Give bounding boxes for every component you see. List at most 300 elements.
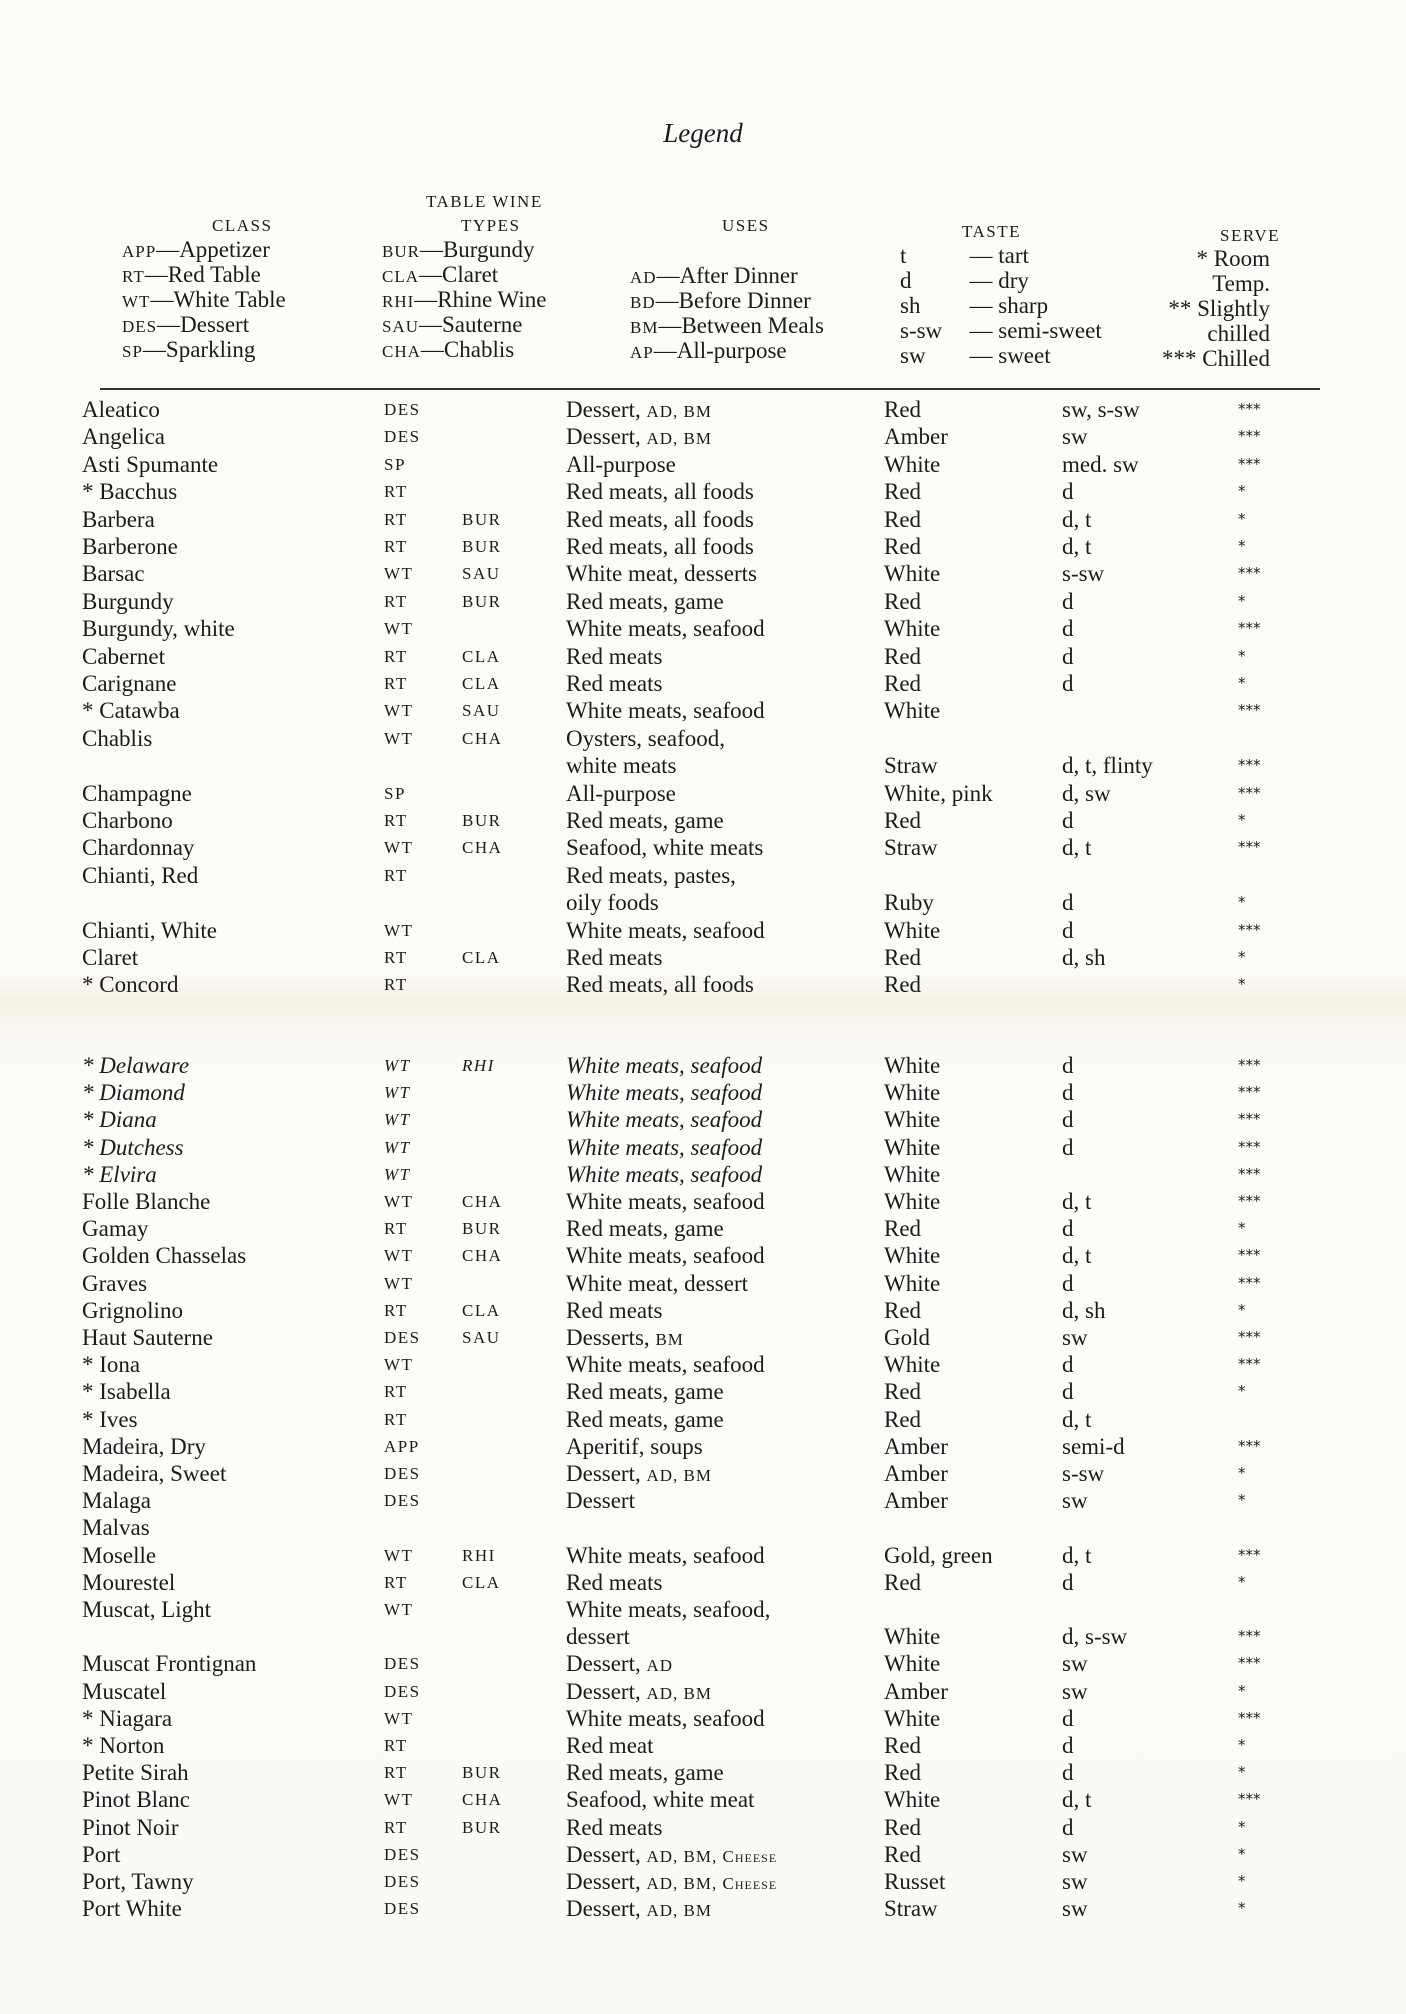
wine-class: DES <box>384 1328 421 1347</box>
wine-uses-text: Dessert <box>566 1488 635 1514</box>
wine-taste: d <box>1062 671 1074 696</box>
wine-name: Charbono <box>82 808 173 833</box>
wine-row <box>0 1324 1406 1351</box>
wine-uses <box>566 1814 662 1843</box>
wine-serve: *** <box>1238 564 1261 583</box>
legend-line: *** Chilled <box>1162 346 1270 371</box>
wine-class: RT <box>384 482 408 502</box>
wine-row <box>0 1215 1406 1242</box>
wine-name: Muscat, Light <box>82 1597 212 1622</box>
wine-class: WT <box>384 1056 411 1075</box>
wine-uses <box>566 1895 712 1924</box>
wine-uses <box>566 588 724 617</box>
wine-uses <box>566 670 662 699</box>
wine-row <box>0 1242 1406 1269</box>
wine-uses-text: Red meats, game <box>566 1406 724 1432</box>
wine-class: DES <box>384 1464 421 1483</box>
wine-taste: d, t <box>1062 835 1092 861</box>
wine-uses-text: White meats, seafood <box>566 1053 763 1078</box>
wine-serve: *** <box>1238 1137 1261 1156</box>
wine-uses <box>566 697 765 726</box>
wine-name: Pinot Blanc <box>82 1787 190 1813</box>
wine-color: Russet <box>884 1869 946 1894</box>
wine-row <box>0 752 1406 779</box>
wine-uses-text: White meats, seafood <box>566 1189 765 1214</box>
legend-line: RT—Red Table <box>122 262 261 287</box>
wine-taste: d, t <box>1062 1406 1092 1432</box>
wine-class: RT <box>384 1736 408 1755</box>
wine-uses <box>566 944 662 973</box>
wine-color: Red <box>884 945 922 970</box>
wine-color: White <box>884 1053 941 1078</box>
wine-row <box>0 1705 1406 1732</box>
wine-serve: *** <box>1238 701 1261 720</box>
wine-class: WT <box>384 838 414 858</box>
wine-uses-text: oily foods <box>566 890 659 916</box>
wine-taste: d <box>1062 1379 1074 1405</box>
wine-type: CLA <box>462 1300 501 1320</box>
wine-serve: *** <box>1238 1083 1261 1102</box>
legend-line: SAU—Sauterne <box>382 312 523 337</box>
wine-uses <box>566 1134 762 1163</box>
page-title: Legend <box>663 118 743 148</box>
wine-color: Red <box>884 1814 922 1840</box>
wine-uses <box>566 615 765 644</box>
wine-uses-text: Dessert, <box>566 1896 647 1922</box>
wine-color: Red <box>884 671 922 696</box>
wine-row <box>0 451 1406 478</box>
wine-class: WT <box>384 564 414 584</box>
wine-class: RT <box>384 1409 408 1429</box>
wine-class: WT <box>384 1273 414 1293</box>
wine-serve: * <box>1238 1763 1246 1782</box>
legend-code: AD <box>630 268 657 287</box>
wine-name: Haut Sauterne <box>82 1325 213 1350</box>
legend-line: d — dry <box>900 268 1029 293</box>
wine-taste: d <box>1062 643 1074 669</box>
wine-class: DES <box>384 1681 421 1701</box>
wine-name: Burgundy, white <box>82 616 235 642</box>
wine-uses-codes: AD, BM <box>646 402 712 421</box>
wine-uses <box>566 834 763 863</box>
wine-uses <box>566 1215 724 1244</box>
legend-line: CHA—Chablis <box>382 337 515 362</box>
wine-taste: d <box>1062 1569 1074 1595</box>
wine-serve: * <box>1238 1817 1246 1836</box>
wine-class: RT <box>384 674 408 693</box>
wine-uses <box>566 1270 748 1299</box>
wine-type: BUR <box>462 1763 502 1783</box>
wine-class: WT <box>384 920 414 940</box>
wine-color: Red <box>884 1297 922 1323</box>
wine-uses <box>566 752 677 781</box>
legend-text: Rhine Wine <box>437 287 547 312</box>
wine-taste: d <box>1062 1760 1074 1786</box>
wine-row <box>0 1052 1406 1079</box>
wine-row <box>0 533 1406 560</box>
wine-name: Aleatico <box>82 397 160 422</box>
wine-taste: sw <box>1062 1678 1088 1704</box>
wine-uses <box>566 451 676 480</box>
wine-class: WT <box>384 701 414 721</box>
header-rule <box>100 388 1320 390</box>
wine-taste: d <box>1062 1270 1074 1296</box>
wine-uses-text: White meats, seafood <box>566 1107 763 1133</box>
wine-uses <box>566 478 754 507</box>
legend-text: Between Meals <box>681 313 824 338</box>
wine-uses <box>566 1433 703 1462</box>
wine-uses-text: Seafood, white meat <box>566 1787 755 1813</box>
wine-row <box>0 615 1406 642</box>
wine-serve: *** <box>1238 1654 1261 1673</box>
wine-row <box>0 643 1406 670</box>
wine-color: Amber <box>884 424 948 450</box>
wine-uses-text: All-purpose <box>566 780 676 806</box>
wine-taste: d, t <box>1062 1787 1092 1813</box>
taste-heading: TASTE <box>962 222 1022 241</box>
wine-serve: *** <box>1238 427 1261 446</box>
wine-taste: d, t <box>1062 1189 1092 1214</box>
wine-serve: *** <box>1238 454 1261 473</box>
legend-line: sh — sharp <box>900 293 1049 318</box>
legend-line: SP—Sparkling <box>122 337 256 362</box>
wine-color: Red <box>884 506 922 532</box>
wine-uses <box>566 1487 635 1516</box>
wine-uses-text: Dessert, <box>566 424 647 450</box>
wine-serve: * <box>1238 1491 1246 1510</box>
wine-class: DES <box>384 1654 421 1674</box>
wine-taste: d <box>1062 479 1074 505</box>
wine-row <box>0 1678 1406 1705</box>
legend-line: BD—Before Dinner <box>630 288 811 313</box>
wine-type: CHA <box>462 838 503 858</box>
wine-serve: * <box>1238 811 1246 829</box>
wine-uses-text: Red meats, all foods <box>566 972 754 998</box>
wine-name: * Norton <box>82 1733 165 1758</box>
wine-uses <box>566 560 757 589</box>
wine-type: BUR <box>462 537 502 556</box>
legend-code: RT <box>122 267 145 286</box>
wine-color: Red <box>884 1216 922 1242</box>
wine-uses <box>566 889 659 918</box>
wine-serve: *** <box>1238 1545 1261 1564</box>
wine-uses-text: Dessert, <box>566 397 647 422</box>
legend-line: DES—Dessert <box>122 312 250 337</box>
wine-color: Red <box>884 643 922 669</box>
wine-name: Golden Chasselas <box>82 1243 247 1269</box>
wine-row <box>0 1161 1406 1188</box>
wine-row <box>0 1569 1406 1596</box>
wine-row <box>0 807 1406 834</box>
wine-uses <box>566 1759 724 1788</box>
wine-class: WT <box>384 1355 414 1375</box>
wine-taste: sw <box>1062 1896 1088 1922</box>
wine-color: Ruby <box>884 890 934 916</box>
wine-color: White <box>884 1624 941 1650</box>
wine-serve: * <box>1238 509 1246 528</box>
legend-line: RHI—Rhine Wine <box>382 287 547 312</box>
uses-heading: USES <box>722 216 770 235</box>
wine-type: CLA <box>462 1572 501 1592</box>
wine-class: SP <box>384 454 406 474</box>
wine-uses-text: White meats, seafood <box>566 616 765 642</box>
wine-taste: d, t <box>1062 1542 1092 1568</box>
wine-class: RT <box>384 1763 408 1783</box>
wine-row <box>0 423 1406 450</box>
wine-class: RT <box>384 1219 408 1239</box>
wine-class: WT <box>384 1545 414 1565</box>
wine-taste: sw <box>1062 1488 1088 1514</box>
wine-name: Chablis <box>82 725 153 751</box>
legend-text: Burgundy <box>442 237 535 262</box>
wine-uses <box>566 862 736 891</box>
wine-class: SP <box>384 783 406 803</box>
wine-uses <box>566 506 754 535</box>
wine-uses-text: Red meat <box>566 1733 654 1758</box>
wine-uses <box>566 1052 762 1081</box>
wine-uses-codes: AD, BM <box>646 1466 712 1485</box>
wine-name: Gamay <box>82 1216 149 1242</box>
wine-name: Pinot Noir <box>82 1814 179 1840</box>
wine-name: Angelica <box>82 424 166 450</box>
wine-uses-text: Red meats, pastes, <box>566 862 736 888</box>
wine-type: CLA <box>462 674 501 693</box>
wine-name: Mourestel <box>82 1569 176 1595</box>
wine-type: BUR <box>462 591 502 611</box>
wine-color: Red <box>884 588 922 614</box>
legend-line: * Room <box>1196 246 1270 271</box>
wine-serve: * <box>1238 1844 1246 1863</box>
types-heading: TYPES <box>461 216 521 235</box>
wine-color: White <box>884 1134 941 1160</box>
legend-code: BD <box>630 293 656 312</box>
wine-color: Red <box>884 972 922 998</box>
wine-name: Port <box>82 1841 121 1867</box>
wine-serve: *** <box>1238 1708 1261 1727</box>
wine-uses-codes: BM <box>655 1330 684 1349</box>
wine-class: DES <box>384 1491 421 1511</box>
wine-serve: *** <box>1238 1627 1261 1646</box>
wine-uses <box>566 1351 765 1380</box>
wine-uses-text: White meats, seafood, <box>566 1597 771 1622</box>
wine-color: Amber <box>884 1433 948 1459</box>
wine-color: Red <box>884 808 922 833</box>
wine-name: Muscat Frontignan <box>82 1651 257 1677</box>
wine-class: RT <box>384 591 408 611</box>
legend-line: Temp. <box>1212 271 1270 296</box>
wine-taste: sw, s-sw <box>1062 397 1140 422</box>
legend-line: AP—All-purpose <box>630 338 787 363</box>
wine-name: Graves <box>82 1270 148 1296</box>
wine-uses-text: White meats, seafood <box>566 1352 765 1378</box>
wine-uses <box>566 1106 762 1135</box>
wine-class: RT <box>384 811 408 830</box>
legend-line: WT—White Table <box>122 287 286 312</box>
wine-name: * Iona <box>82 1352 141 1378</box>
wine-color: White <box>884 1787 941 1813</box>
wine-serve: * <box>1238 1300 1246 1319</box>
wine-name: Cabernet <box>82 643 166 669</box>
wine-name: Moselle <box>82 1542 157 1568</box>
legend-line: BUR—Burgundy <box>382 237 535 262</box>
wine-class: DES <box>384 1844 421 1864</box>
wine-uses <box>566 971 754 1000</box>
wine-serve: *** <box>1238 1164 1261 1183</box>
wine-type: RHI <box>462 1056 495 1075</box>
legend-text: Appetizer <box>179 237 270 262</box>
wine-uses <box>566 917 765 946</box>
wine-row <box>0 560 1406 587</box>
wine-name: Grignolino <box>82 1297 183 1323</box>
wine-color: Gold <box>884 1325 930 1350</box>
wine-serve: * <box>1238 1219 1246 1238</box>
wine-taste: d <box>1062 1053 1074 1078</box>
wine-uses <box>566 1297 662 1326</box>
wine-name: Muscatel <box>82 1678 167 1704</box>
legend-code: t <box>900 243 907 268</box>
legend-line: BM—Between Meals <box>630 313 824 338</box>
wine-uses-codes: AD, BM <box>646 1683 712 1703</box>
wine-uses-text: All-purpose <box>566 451 676 477</box>
wine-serve: *** <box>1238 1328 1261 1346</box>
wine-row <box>0 780 1406 807</box>
wine-color: White <box>884 1189 941 1214</box>
wine-row <box>0 1786 1406 1813</box>
wine-taste: s-sw <box>1062 561 1105 587</box>
wine-uses-text: Dessert, <box>566 1841 647 1867</box>
legend-code: d <box>900 268 912 293</box>
wine-color: White <box>884 561 941 587</box>
wine-name: Burgundy <box>82 588 174 614</box>
wine-serve: * <box>1238 646 1246 665</box>
wine-taste: med. sw <box>1062 451 1139 477</box>
wine-serve: *** <box>1238 1355 1261 1374</box>
wine-row <box>0 725 1406 752</box>
wine-class: WT <box>384 1192 414 1211</box>
wine-row <box>0 1460 1406 1487</box>
wine-type: RHI <box>462 1545 496 1565</box>
wine-serve: * <box>1238 482 1246 501</box>
wine-name: Port White <box>82 1896 182 1922</box>
wine-taste: d <box>1062 1733 1074 1758</box>
wine-uses <box>566 423 712 452</box>
wine-uses-text: Aperitif, soups <box>566 1433 703 1459</box>
wine-uses-codes: AD, BM <box>646 1901 712 1921</box>
wine-uses-text: Red meats <box>566 671 663 696</box>
wine-row <box>0 1868 1406 1895</box>
wine-row <box>0 396 1406 423</box>
wine-serve: *** <box>1238 1790 1261 1809</box>
wine-class: RT <box>384 646 408 666</box>
wine-color: Straw <box>884 1896 938 1922</box>
wine-name: * Ives <box>82 1406 138 1432</box>
wine-color: White <box>884 698 941 724</box>
wine-uses <box>566 1188 765 1217</box>
wine-uses <box>566 396 712 425</box>
wine-serve: * <box>1238 1736 1246 1754</box>
legend-code: DES <box>122 317 158 336</box>
wine-uses-text: Red meats, all foods <box>566 506 754 532</box>
legend-text: semi-sweet <box>998 318 1102 343</box>
wine-class: WT <box>384 1790 414 1810</box>
wine-uses <box>566 780 676 809</box>
wine-uses-text: Seafood, white meats <box>566 835 764 861</box>
wine-name: Madeira, Sweet <box>82 1461 227 1486</box>
wine-row <box>0 478 1406 505</box>
wine-uses-text: White meat, dessert <box>566 1270 749 1296</box>
wine-class: WT <box>384 1164 411 1184</box>
wine-color: Amber <box>884 1488 948 1514</box>
wine-serve: *** <box>1238 1273 1261 1292</box>
wine-row <box>0 917 1406 944</box>
wine-uses-text: dessert <box>566 1624 630 1650</box>
wine-taste: sw <box>1062 1869 1088 1894</box>
wine-taste: d, t <box>1062 534 1092 559</box>
wine-color: Red <box>884 479 922 505</box>
legend-text: Chablis <box>443 337 515 362</box>
wine-name: Carignane <box>82 671 177 696</box>
wine-type: BUR <box>462 1817 502 1837</box>
wine-taste: sw <box>1062 1651 1088 1677</box>
wine-type: SAU <box>462 1328 501 1347</box>
legend-text: Sparkling <box>165 337 256 362</box>
legend-code: CHA <box>382 342 421 361</box>
wine-uses-text: Red meats <box>566 1569 663 1595</box>
wine-serve: *** <box>1238 920 1261 939</box>
wine-uses <box>566 1242 765 1271</box>
wine-taste: semi-d <box>1062 1433 1125 1459</box>
wine-taste: d, t <box>1062 506 1092 532</box>
legend-code: SAU <box>382 317 420 336</box>
legend-line: APP—Appetizer <box>122 237 270 262</box>
wine-uses-text: Dessert, <box>566 1651 647 1677</box>
wine-name: * Delaware <box>82 1053 190 1078</box>
wine-uses-text: Red meats, game <box>566 1216 724 1242</box>
wine-name: * Concord <box>82 972 179 998</box>
wine-taste: d, t <box>1062 1243 1092 1269</box>
wine-name: Malaga <box>82 1488 151 1514</box>
legend-line: CLA—Claret <box>382 262 499 287</box>
wine-row <box>0 1188 1406 1215</box>
wine-taste: d <box>1062 1080 1074 1106</box>
wine-uses-text: Red meats <box>566 945 663 970</box>
wine-name: * Isabella <box>82 1379 171 1405</box>
legend-text: dry <box>998 268 1029 293</box>
wine-row <box>0 588 1406 615</box>
legend-text: Before Dinner <box>678 288 811 313</box>
wine-taste: d <box>1062 1814 1074 1840</box>
wine-class: RT <box>384 1382 408 1402</box>
wine-name: * Diamond <box>82 1080 185 1106</box>
wine-color: Gold, green <box>884 1542 993 1568</box>
wine-serve: * <box>1238 948 1246 966</box>
wine-color: White <box>884 1705 941 1731</box>
wine-color: Red <box>884 1406 922 1432</box>
wine-class: WT <box>384 1600 414 1619</box>
wine-color: Red <box>884 1760 922 1786</box>
wine-uses-text: Red meats, game <box>566 1379 724 1405</box>
wine-type: BUR <box>462 811 502 830</box>
wine-uses-codes: AD, BM, Cheese <box>646 1874 778 1893</box>
wine-row <box>0 1514 1406 1541</box>
wine-taste: d, sw <box>1062 780 1111 806</box>
wine-uses-codes: AD, BM, Cheese <box>646 1846 778 1866</box>
wine-uses-text: Red meats <box>566 1297 663 1323</box>
wine-row <box>0 1433 1406 1460</box>
wine-uses <box>566 1841 777 1870</box>
wine-class: RT <box>384 948 408 967</box>
wine-taste: d <box>1062 808 1074 833</box>
